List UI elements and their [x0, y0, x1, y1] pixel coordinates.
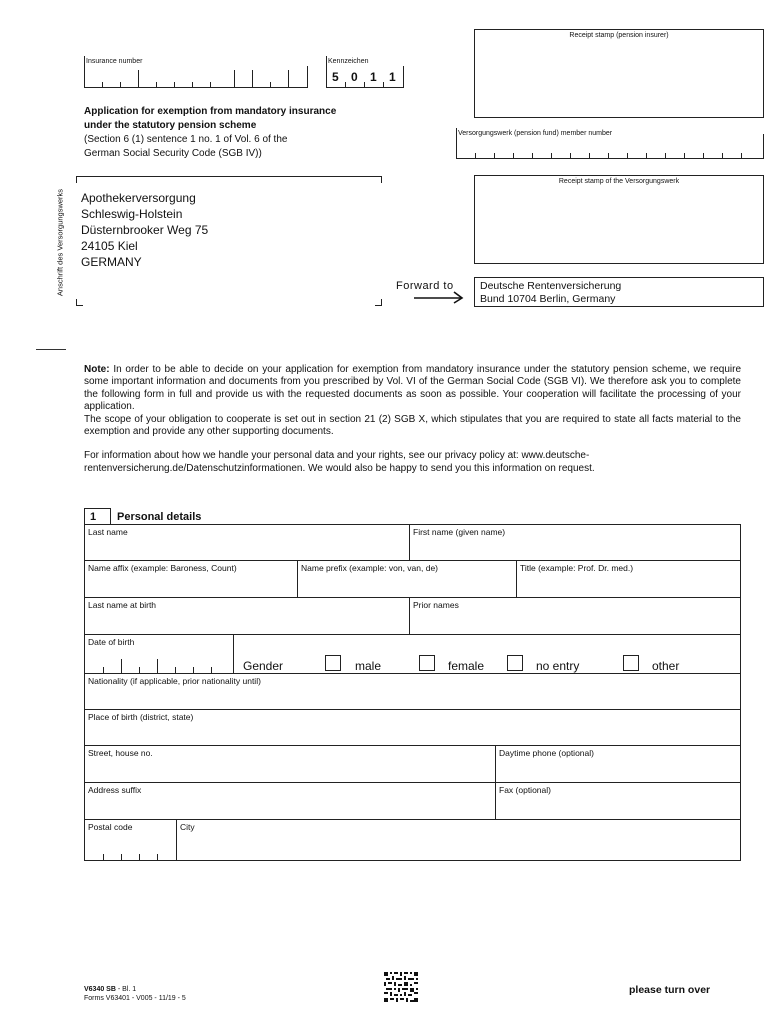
forward-to-label: Forward to: [396, 280, 454, 292]
fund-member-number-label: Versorgungswerk (pension fund) member number: [458, 130, 613, 137]
kennzeichen-field: [326, 56, 404, 88]
note-paragraph-2: The scope of your obligation to cooperate is set out in section 21 (2) SGB X, which stipulates that you are required to state all facts material to the exemption and provide any other supporting documents.: [84, 413, 741, 438]
receipt-stamp-pension-label: Receipt stamp (pension insurer): [569, 32, 669, 39]
prior-names-field[interactable]: [409, 597, 741, 635]
dob-field[interactable]: [84, 634, 234, 674]
section-title: Personal details: [117, 511, 202, 523]
receipt-stamp-pension-box: [474, 29, 764, 118]
street-label: Street, house no.: [88, 748, 153, 758]
city-field[interactable]: [176, 819, 741, 861]
receipt-stamp-vw-label: Receipt stamp of the Versorgungswerk: [558, 178, 680, 185]
place-of-birth-label: Place of birth (district, state): [88, 712, 194, 722]
gender-male-label: male: [355, 659, 382, 673]
forms-line: Forms V63401 - V005 - 11/19 - 5: [84, 995, 186, 1002]
name-affix-label: Name affix (example: Baroness, Count): [88, 563, 237, 573]
postal-code-field[interactable]: [84, 819, 177, 861]
name-prefix-field[interactable]: [297, 560, 517, 598]
address-line: Düsternbrooker Weg 75: [81, 223, 209, 237]
gender-row: [233, 634, 741, 674]
name-affix-field[interactable]: [84, 560, 298, 598]
name-prefix-label: Name prefix (example: von, van, de): [301, 563, 439, 573]
receipt-stamp-vw-box: [474, 175, 764, 264]
form-code-rest: - Bl. 1: [115, 986, 137, 993]
side-label: Anschrift des Versorgungswerks: [55, 188, 65, 297]
place-of-birth-field[interactable]: [84, 709, 741, 746]
gender-female-label: female: [448, 659, 485, 673]
note-paragraph-1: In order to be able to decide on your application for exemption from mandatory insurance under the statutory pension scheme, we require some important information and documents from you prescribed by Vol. VI of the German Social Code (SGB VI). We therefore ask you to complete the following form in full and provide us with the requested documents as soon as possible. Your cooperation will facilitate the processing of your application.: [84, 364, 742, 413]
gender-male-checkbox[interactable]: [325, 655, 341, 671]
kennzeichen-label: Kennzeichen: [328, 58, 369, 65]
kennzeichen-digit: 1: [370, 70, 377, 84]
gender-no-entry-label: no entry: [536, 659, 580, 673]
gender-label: Gender: [243, 659, 284, 673]
please-turn-over: please turn over: [629, 984, 711, 996]
fax-field[interactable]: [495, 782, 741, 820]
personal-details-form: [84, 524, 741, 861]
prior-names-label: Prior names: [413, 600, 459, 610]
birth-name-field[interactable]: [84, 597, 410, 635]
gender-female-checkbox[interactable]: [419, 655, 435, 671]
note-block: [84, 364, 741, 475]
forward-address-line: Deutsche Rentenversicherung: [480, 280, 622, 292]
address-suffix-label: Address suffix: [88, 785, 142, 795]
gender-other-label: other: [652, 659, 680, 673]
postal-code-label: Postal code: [88, 822, 133, 832]
section-header: [84, 508, 284, 525]
insurance-number-field[interactable]: [84, 56, 308, 88]
address-line: Schleswig-Holstein: [81, 207, 183, 221]
birth-name-label: Last name at birth: [88, 600, 157, 610]
kennzeichen-digit: 1: [389, 70, 396, 84]
recipient-address: [81, 190, 208, 270]
address-line: 24105 Kiel: [81, 239, 138, 253]
title-label: Title (example: Prof. Dr. med.): [520, 563, 634, 573]
last-name-field[interactable]: [84, 524, 410, 561]
first-name-field[interactable]: [409, 524, 741, 561]
form-title: [84, 105, 384, 161]
nationality-label: Nationality (if applicable, prior nationality until): [88, 676, 261, 686]
barcode-icon: [384, 972, 418, 1002]
section-number: 1: [90, 511, 97, 523]
street-field[interactable]: [84, 745, 496, 783]
forward-address-line: Bund 10704 Berlin, Germany: [480, 293, 616, 305]
forward-address-box: [474, 277, 764, 307]
title-line-2: under the statutory pension scheme: [84, 120, 257, 131]
title-line-1: Application for exemption from mandatory insurance: [84, 106, 337, 117]
gender-other-checkbox[interactable]: [623, 655, 639, 671]
form-code: [84, 985, 186, 1003]
kennzeichen-digit: 5: [332, 70, 339, 84]
form-code-bold: V6340 SB: [84, 986, 116, 993]
phone-label: Daytime phone (optional): [499, 748, 594, 758]
note-paragraph-3: For information about how we handle your personal data and your rights, see our privacy policy at: www.deutsche-rentenversicherung.de/Datenschutzinformationen. We would also be happy to send you this information on request.: [84, 450, 595, 474]
forward-arrow-icon: [414, 290, 466, 304]
phone-field[interactable]: [495, 745, 741, 783]
kennzeichen-digit: 0: [351, 70, 358, 84]
last-name-label: Last name: [88, 527, 128, 537]
city-label: City: [180, 822, 195, 832]
fold-mark: [36, 349, 66, 350]
insurance-number-label: Insurance number: [86, 58, 143, 65]
title-line-3: (Section 6 (1) sentence 1 no. 1 of Vol. 6 of the: [84, 134, 288, 145]
title-line-4: German Social Security Code (SGB IV)): [84, 148, 262, 159]
nationality-field[interactable]: [84, 673, 741, 710]
note-label: Note:: [84, 364, 110, 375]
dob-label: Date of birth: [88, 637, 135, 647]
fund-member-number-field[interactable]: [456, 128, 764, 159]
first-name-label: First name (given name): [413, 527, 506, 537]
address-line: Apothekerversorgung: [81, 191, 196, 205]
address-line: GERMANY: [81, 255, 142, 269]
title-field[interactable]: [516, 560, 741, 598]
gender-no-entry-checkbox[interactable]: [507, 655, 523, 671]
fax-label: Fax (optional): [499, 785, 551, 795]
address-suffix-field[interactable]: [84, 782, 496, 820]
